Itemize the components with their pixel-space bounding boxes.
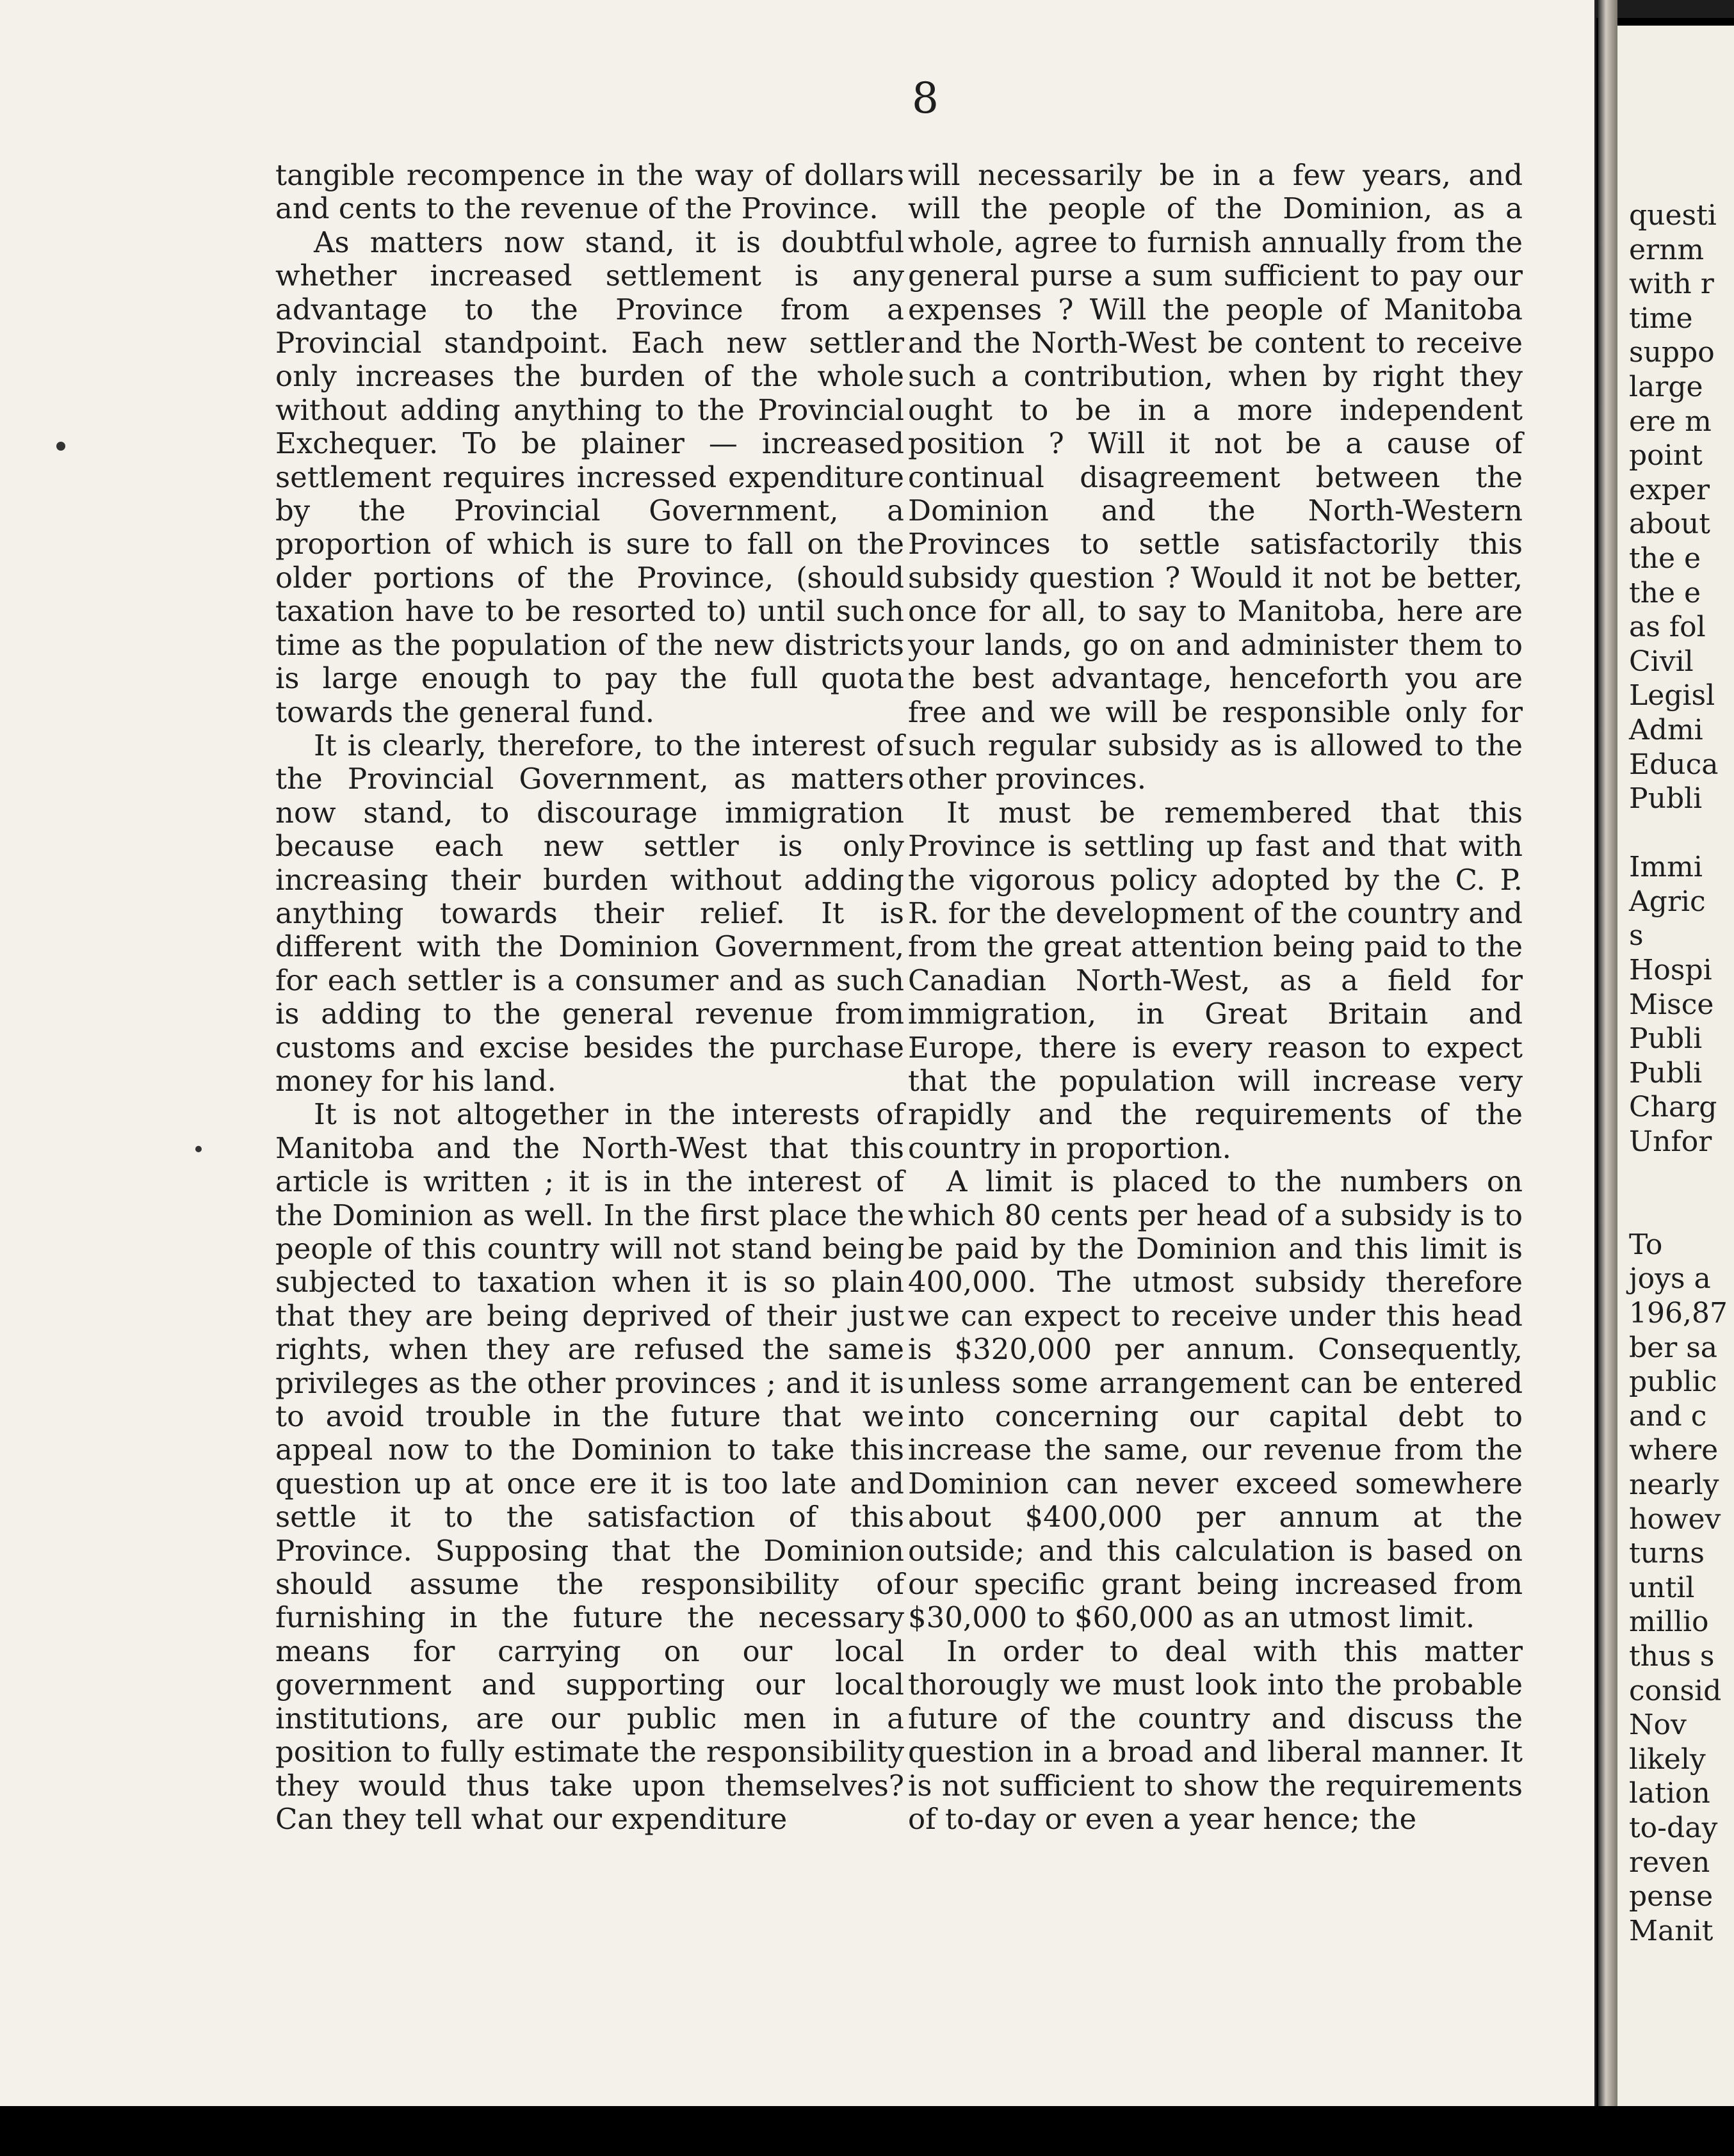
fragment-line: turns <box>1629 1537 1705 1570</box>
fragment-line: 196,87 <box>1629 1297 1728 1330</box>
fragment-line: To <box>1629 1228 1663 1261</box>
fragment-line: large <box>1629 370 1703 403</box>
fragment-line: consid <box>1629 1674 1722 1707</box>
paragraph: As matters now stand, it is doubtful whether increased settlement is any advantage to the Province from a Provincial standpoint. Each new settler only increases the burden of the whole without adding anything to the Provincial Exchequer. To be plainer — increased settlement requires incressed expenditure by the Provincial Government, a proportion of which is sure to fall on the older portions of the Province, (should taxation have to be resorted to) until such time as the population of the new districts is large enough to pay the full quota towards the general fund. <box>275 225 904 729</box>
fragment-line: ere m <box>1629 405 1712 438</box>
fragment-line <box>1629 816 1734 851</box>
fragment-line: Unfor <box>1629 1125 1712 1159</box>
fragment-line <box>1629 1159 1734 1194</box>
fragment-line: suppo <box>1629 336 1715 369</box>
fragment-line: pense <box>1629 1880 1714 1913</box>
fragment-line <box>1629 1193 1734 1228</box>
fragment-line: Educa <box>1629 748 1719 781</box>
fragment-line: until <box>1629 1571 1695 1604</box>
paragraph: It is clearly, therefore, to the interest of the Provincial Government, as matters now stand, to discourage immigration because each new settler is only increasing their burden without adding anything towards their relief. It is different with the Dominion Government, for each settler is a consumer and as such is adding to the general revenue from customs and excise besides the purchase money for his land. <box>275 728 904 1098</box>
paragraph: tangible recompence in the way of dollars and cents to the revenue of the Province. <box>275 158 904 226</box>
page-number: 8 <box>912 74 939 123</box>
fragment-line: questi <box>1629 199 1717 232</box>
margin-speck <box>56 442 65 451</box>
fragment-line: Publi <box>1629 1022 1703 1056</box>
paragraph: will necessarily be in a few years, and will the people of the Dominion, as a whole, agree to furnish annually from the general purse a sum sufficient to pay our expenses ? Will the people of Manitoba and the North-West be content to receive such a contribution, when by right they ought to be in a more independent position ? Will it not be a cause of continual disagreement between the Dominion and the North-Western Provinces to settle satisfactorily this subsidy question ? Would it not be better, once for all, to say to Manitoba, here are your lands, go on and administer them to the best advantage, henceforth you are free and we will be responsible only for such regular subsidy as is allowed to the other provinces. <box>908 158 1523 796</box>
fragment-line: Charg <box>1629 1091 1717 1124</box>
fragment-line: Misce <box>1629 988 1714 1021</box>
fragment-line: lation <box>1629 1777 1710 1810</box>
fragment-line: the e <box>1629 576 1701 609</box>
fragment-line: reven <box>1629 1846 1710 1879</box>
fragment-line: about <box>1629 508 1710 541</box>
fragment-line: likely <box>1629 1742 1706 1776</box>
margin-speck <box>195 1146 202 1152</box>
scan-bottom-edge <box>0 2106 1734 2156</box>
fragment-line: ernm <box>1629 233 1705 266</box>
adjacent-page-text <box>1629 198 1734 1948</box>
fragment-line: Hospi <box>1629 954 1712 987</box>
fragment-line: where <box>1629 1434 1719 1467</box>
fragment-line: nearly <box>1629 1468 1719 1501</box>
fragment-line: as fol <box>1629 611 1706 644</box>
fragment-line: Nov <box>1629 1709 1687 1742</box>
binding-gutter <box>1598 0 1617 2156</box>
fragment-line: Publi <box>1629 1056 1703 1090</box>
fragment-line: exper <box>1629 473 1710 506</box>
fragment-line: and c <box>1629 1399 1707 1433</box>
fragment-line: to-day <box>1629 1811 1718 1844</box>
fragment-line: s <box>1629 919 1644 953</box>
fragment-line: Agric <box>1629 885 1706 918</box>
fragment-line: millio <box>1629 1605 1709 1639</box>
paragraph: A limit is placed to the numbers on which 80 cents per head of a subsidy is to be paid by the Dominion and this limit is 400,000. The utmost subsidy therefore we can expect to receive under this head is $320,000 per annum. Consequently, unless some arrangement can be entered into concerning our capital debt to increase the same, our revenue from the Dominion can never exceed somewhere about $400,000 per annum at the outside; and this calculation is based on our specific grant being increased from $30,000 to $60,000 as an utmost limit. <box>908 1164 1523 1635</box>
fragment-line: thus s <box>1629 1639 1715 1673</box>
fragment-line: Admi <box>1629 713 1703 746</box>
right-column <box>908 159 1523 1836</box>
fragment-line: joys a <box>1629 1262 1711 1296</box>
fragment-line: the e <box>1629 542 1701 575</box>
fragment-line: public <box>1629 1365 1717 1399</box>
paragraph: In order to deal with this matter thorougly we must look into the probable future of the country and discuss the question in a broad and liberal manner. It is not sufficient to show the requirements of to-day or even a year hence; the <box>908 1634 1523 1836</box>
fragment-line: point <box>1629 439 1703 472</box>
fragment-line: Legisl <box>1629 679 1715 712</box>
fragment-line: with r <box>1629 268 1714 301</box>
fragment-line: Publi <box>1629 782 1703 816</box>
fragment-line: time <box>1629 302 1693 335</box>
paragraph: It is not altogether in the interests of Manitoba and the North-West that this article is written ; it is in the interest of the Dominion as well. In the first place the people of this country will not stand being subjected to taxation when it is so plain that they are being deprived of their just rights, when they are refused the same privileges as the other provinces ; and it is to avoid trouble in the future that we appeal now to the Dominion to take this question up at once ere it is too late and settle it to the satisfaction of this Province. Supposing that the Dominion should assume the responsibility of furnishing in the future the necessary means for carrying on our local government and supporting our local institutions, are our public men in a position to fully estimate the responsibility they would thus take upon themselves? Can they tell what our expenditure <box>275 1097 904 1836</box>
fragment-line: Manit <box>1629 1914 1714 1947</box>
fragment-line: Immi <box>1629 851 1703 884</box>
fragment-line: ber sa <box>1629 1331 1718 1364</box>
fragment-line: howev <box>1629 1502 1721 1536</box>
paragraph: It must be remembered that this Province is settling up fast and that with the vigorous policy adopted by the C. P. R. for the development of the country and from the great attention being paid to the Canadian North-West, as a field for immigration, in Great Britain and Europe, there is every reason to expect that the population will increase very rapidly and the requirements of the country in proportion. <box>908 795 1523 1165</box>
adjacent-page-edge <box>1617 26 1734 2156</box>
left-column <box>275 159 904 1836</box>
fragment-line: Civil <box>1629 645 1694 678</box>
